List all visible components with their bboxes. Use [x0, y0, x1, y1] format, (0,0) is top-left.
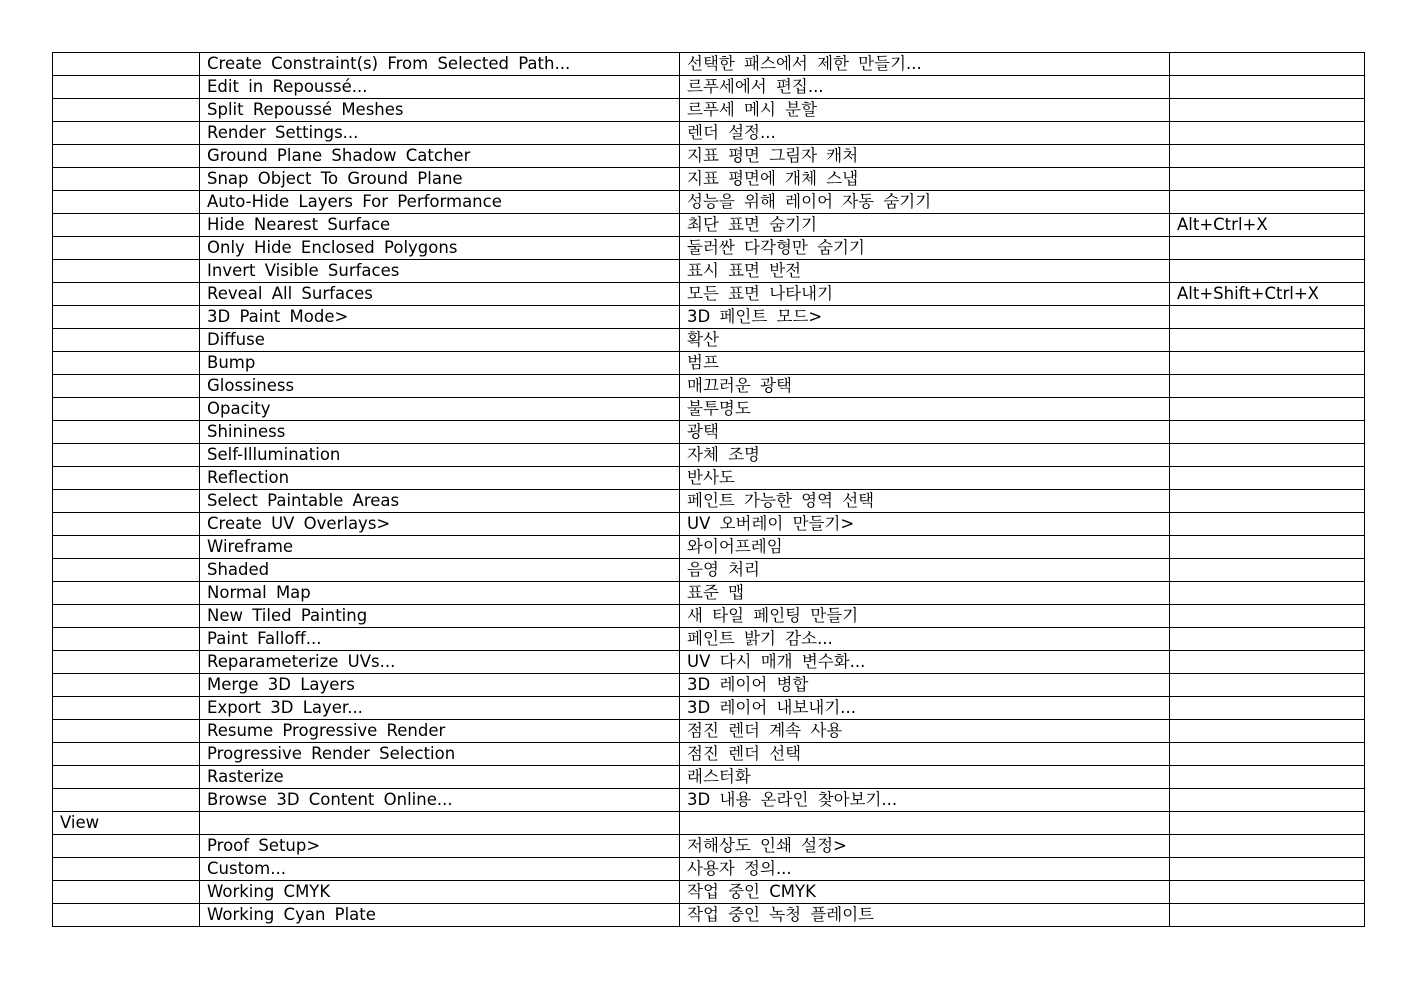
table-row — [53, 421, 1365, 444]
english-label-cell: Create UV Overlays> — [200, 513, 680, 536]
table-row — [53, 467, 1365, 490]
section-cell — [53, 628, 200, 651]
shortcut-cell — [1170, 490, 1365, 513]
table-row — [53, 513, 1365, 536]
shortcut-cell — [1170, 444, 1365, 467]
english-label-cell: Render Settings... — [200, 122, 680, 145]
korean-label-cell: 모든 표면 나타내기 — [680, 283, 1170, 306]
table-row — [53, 674, 1365, 697]
shortcut-cell — [1170, 306, 1365, 329]
table-row — [53, 743, 1365, 766]
table-row — [53, 628, 1365, 651]
section-cell — [53, 329, 200, 352]
section-cell — [53, 674, 200, 697]
section-cell — [53, 398, 200, 421]
table-row — [53, 490, 1365, 513]
section-cell — [53, 99, 200, 122]
section-cell — [53, 651, 200, 674]
korean-label-cell: UV 오버레이 만들기> — [680, 513, 1170, 536]
table-row — [53, 375, 1365, 398]
shortcut-cell: Alt+Ctrl+X — [1170, 214, 1365, 237]
table-row — [53, 766, 1365, 789]
table-row — [53, 812, 1365, 835]
english-label-cell: Glossiness — [200, 375, 680, 398]
section-cell — [53, 536, 200, 559]
table-row — [53, 76, 1365, 99]
shortcut-cell — [1170, 398, 1365, 421]
korean-label-cell: 지표 평면에 개체 스냅 — [680, 168, 1170, 191]
shortcut-cell — [1170, 99, 1365, 122]
english-label-cell: Reveal All Surfaces — [200, 283, 680, 306]
english-label-cell: Select Paintable Areas — [200, 490, 680, 513]
english-label-cell: Working Cyan Plate — [200, 904, 680, 927]
section-cell — [53, 743, 200, 766]
english-label-cell: Rasterize — [200, 766, 680, 789]
table-row — [53, 536, 1365, 559]
english-label-cell: Bump — [200, 352, 680, 375]
table-row — [53, 99, 1365, 122]
english-label-cell: Edit in Repoussé... — [200, 76, 680, 99]
table-row — [53, 122, 1365, 145]
table-row — [53, 881, 1365, 904]
section-cell — [53, 122, 200, 145]
english-label-cell: Snap Object To Ground Plane — [200, 168, 680, 191]
english-label-cell: Resume Progressive Render — [200, 720, 680, 743]
section-cell — [53, 835, 200, 858]
shortcut-cell — [1170, 789, 1365, 812]
table-row — [53, 214, 1365, 237]
shortcut-cell — [1170, 53, 1365, 76]
shortcut-cell — [1170, 812, 1365, 835]
english-label-cell: Merge 3D Layers — [200, 674, 680, 697]
shortcut-cell — [1170, 513, 1365, 536]
shortcut-cell — [1170, 352, 1365, 375]
shortcut-cell — [1170, 536, 1365, 559]
section-cell — [53, 421, 200, 444]
korean-label-cell: 래스터화 — [680, 766, 1170, 789]
shortcut-cell — [1170, 582, 1365, 605]
section-cell: View — [53, 812, 200, 835]
korean-label-cell: 르푸세 메시 분할 — [680, 99, 1170, 122]
english-label-cell: Reflection — [200, 467, 680, 490]
shortcut-cell — [1170, 858, 1365, 881]
table-row — [53, 651, 1365, 674]
table-row — [53, 605, 1365, 628]
korean-label-cell: 사용자 정의... — [680, 858, 1170, 881]
table-row — [53, 237, 1365, 260]
korean-label-cell: 르푸세에서 편집... — [680, 76, 1170, 99]
table-row — [53, 145, 1365, 168]
korean-label-cell: 반사도 — [680, 467, 1170, 490]
table-row — [53, 582, 1365, 605]
korean-label-cell: 점진 렌더 선택 — [680, 743, 1170, 766]
section-cell — [53, 306, 200, 329]
korean-label-cell: 3D 페인트 모드> — [680, 306, 1170, 329]
table-row — [53, 789, 1365, 812]
shortcut-cell — [1170, 605, 1365, 628]
english-label-cell: Wireframe — [200, 536, 680, 559]
section-cell — [53, 605, 200, 628]
table-row — [53, 697, 1365, 720]
korean-label-cell: 지표 평면 그림자 캐처 — [680, 145, 1170, 168]
korean-label-cell: 페인트 밝기 감소... — [680, 628, 1170, 651]
shortcut-cell — [1170, 674, 1365, 697]
english-label-cell: Progressive Render Selection — [200, 743, 680, 766]
table-row — [53, 306, 1365, 329]
table-row — [53, 858, 1365, 881]
korean-label-cell: 표시 표면 반전 — [680, 260, 1170, 283]
shortcut-cell — [1170, 628, 1365, 651]
english-label-cell: New Tiled Painting — [200, 605, 680, 628]
korean-label-cell: 작업 중인 녹청 플레이트 — [680, 904, 1170, 927]
section-cell — [53, 513, 200, 536]
table-row — [53, 53, 1365, 76]
section-cell — [53, 467, 200, 490]
shortcut-cell — [1170, 168, 1365, 191]
english-label-cell: Reparameterize UVs... — [200, 651, 680, 674]
korean-label-cell: UV 다시 매개 변수화... — [680, 651, 1170, 674]
shortcut-cell — [1170, 467, 1365, 490]
korean-label-cell: 점진 렌더 계속 사용 — [680, 720, 1170, 743]
shortcut-cell — [1170, 122, 1365, 145]
section-cell — [53, 789, 200, 812]
korean-label-cell: 와이어프레임 — [680, 536, 1170, 559]
shortcut-cell — [1170, 76, 1365, 99]
shortcut-cell — [1170, 191, 1365, 214]
table-row — [53, 398, 1365, 421]
english-label-cell: Paint Falloff... — [200, 628, 680, 651]
section-cell — [53, 237, 200, 260]
korean-label-cell: 불투명도 — [680, 398, 1170, 421]
english-label-cell: Invert Visible Surfaces — [200, 260, 680, 283]
shortcut-cell — [1170, 260, 1365, 283]
shortcut-cell — [1170, 881, 1365, 904]
section-cell — [53, 191, 200, 214]
section-cell — [53, 283, 200, 306]
section-cell — [53, 168, 200, 191]
section-cell — [53, 53, 200, 76]
english-label-cell: 3D Paint Mode> — [200, 306, 680, 329]
menu-translation-table — [52, 52, 1365, 927]
section-cell — [53, 766, 200, 789]
table-row — [53, 283, 1365, 306]
shortcut-cell — [1170, 421, 1365, 444]
section-cell — [53, 352, 200, 375]
shortcut-cell — [1170, 904, 1365, 927]
korean-label-cell: 새 타일 페인팅 만들기 — [680, 605, 1170, 628]
section-cell — [53, 720, 200, 743]
english-label-cell: Hide Nearest Surface — [200, 214, 680, 237]
english-label-cell: Browse 3D Content Online... — [200, 789, 680, 812]
korean-label-cell: 범프 — [680, 352, 1170, 375]
korean-label-cell — [680, 812, 1170, 835]
korean-label-cell: 최단 표면 숨기기 — [680, 214, 1170, 237]
shortcut-cell — [1170, 375, 1365, 398]
english-label-cell: Diffuse — [200, 329, 680, 352]
korean-label-cell: 3D 레이어 병합 — [680, 674, 1170, 697]
shortcut-cell — [1170, 651, 1365, 674]
shortcut-cell — [1170, 835, 1365, 858]
english-label-cell: Ground Plane Shadow Catcher — [200, 145, 680, 168]
korean-label-cell: 매끄러운 광택 — [680, 375, 1170, 398]
table-row — [53, 720, 1365, 743]
korean-label-cell: 선택한 패스에서 제한 만들기... — [680, 53, 1170, 76]
shortcut-cell — [1170, 697, 1365, 720]
table-row — [53, 352, 1365, 375]
korean-label-cell: 음영 처리 — [680, 559, 1170, 582]
section-cell — [53, 76, 200, 99]
section-cell — [53, 375, 200, 398]
english-label-cell: Normal Map — [200, 582, 680, 605]
english-label-cell: Create Constraint(s) From Selected Path... — [200, 53, 680, 76]
english-label-cell: Opacity — [200, 398, 680, 421]
korean-label-cell: 3D 내용 온라인 찾아보기... — [680, 789, 1170, 812]
table-row — [53, 329, 1365, 352]
section-cell — [53, 904, 200, 927]
shortcut-cell — [1170, 237, 1365, 260]
korean-label-cell: 페인트 가능한 영역 선택 — [680, 490, 1170, 513]
shortcut-cell — [1170, 720, 1365, 743]
korean-label-cell: 둘러싼 다각형만 숨기기 — [680, 237, 1170, 260]
english-label-cell: Only Hide Enclosed Polygons — [200, 237, 680, 260]
shortcut-cell — [1170, 329, 1365, 352]
table-row — [53, 444, 1365, 467]
section-cell — [53, 444, 200, 467]
korean-label-cell: 저해상도 인쇄 설정> — [680, 835, 1170, 858]
shortcut-cell — [1170, 145, 1365, 168]
english-label-cell: Export 3D Layer... — [200, 697, 680, 720]
korean-label-cell: 표준 맵 — [680, 582, 1170, 605]
korean-label-cell: 확산 — [680, 329, 1170, 352]
english-label-cell: Proof Setup> — [200, 835, 680, 858]
table-row — [53, 559, 1365, 582]
korean-label-cell: 성능을 위해 레이어 자동 숨기기 — [680, 191, 1170, 214]
table-row — [53, 168, 1365, 191]
korean-label-cell: 작업 중인 CMYK — [680, 881, 1170, 904]
section-cell — [53, 260, 200, 283]
section-cell — [53, 559, 200, 582]
section-cell — [53, 145, 200, 168]
section-cell — [53, 490, 200, 513]
section-cell — [53, 881, 200, 904]
english-label-cell — [200, 812, 680, 835]
shortcut-cell — [1170, 559, 1365, 582]
table-row — [53, 260, 1365, 283]
section-cell — [53, 858, 200, 881]
section-cell — [53, 214, 200, 237]
table-row — [53, 904, 1365, 927]
english-label-cell: Self-Illumination — [200, 444, 680, 467]
english-label-cell: Auto-Hide Layers For Performance — [200, 191, 680, 214]
korean-label-cell: 자체 조명 — [680, 444, 1170, 467]
table-row — [53, 191, 1365, 214]
english-label-cell: Shininess — [200, 421, 680, 444]
korean-label-cell: 렌더 설정... — [680, 122, 1170, 145]
shortcut-cell: Alt+Shift+Ctrl+X — [1170, 283, 1365, 306]
shortcut-cell — [1170, 743, 1365, 766]
table-body — [53, 53, 1365, 927]
korean-label-cell: 광택 — [680, 421, 1170, 444]
english-label-cell: Split Repoussé Meshes — [200, 99, 680, 122]
english-label-cell: Shaded — [200, 559, 680, 582]
korean-label-cell: 3D 레이어 내보내기... — [680, 697, 1170, 720]
section-cell — [53, 582, 200, 605]
english-label-cell: Custom... — [200, 858, 680, 881]
english-label-cell: Working CMYK — [200, 881, 680, 904]
table-row — [53, 835, 1365, 858]
section-cell — [53, 697, 200, 720]
shortcut-cell — [1170, 766, 1365, 789]
